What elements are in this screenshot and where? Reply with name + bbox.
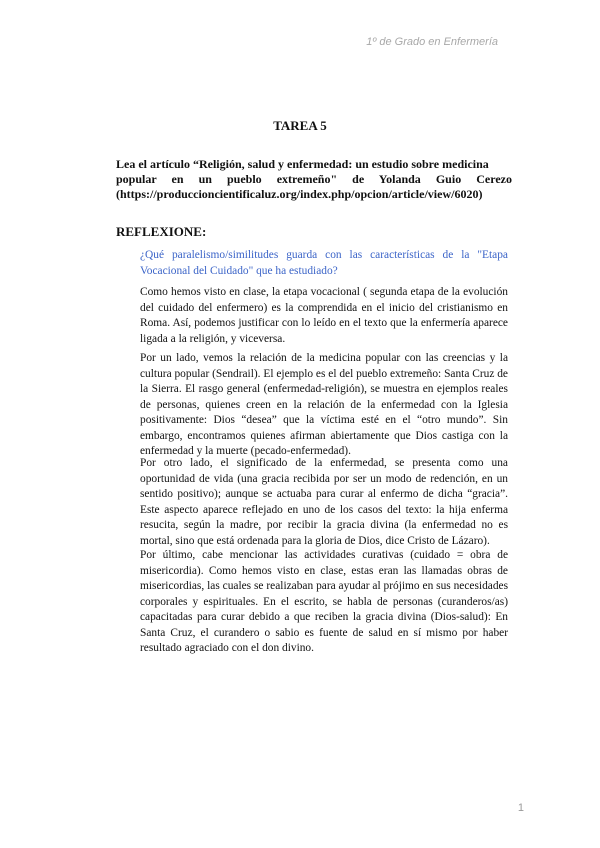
paragraph-4: Por último, cabe mencionar las actividades curativas (cuidado = obra de misericordia). Como hemos visto en clase, estas eran las llamadas obras de misericordias, las cuales se realizaban para ayudar al prójimo en sus necesidades corporales y espirituales. En el escrito, se habla de personas (curanderos/as) capacitadas para curar debido a que reciben la gracia divina (Dios-salud): En Santa Cruz, el curandero o sabio es fuente de salud en sí mismo por haber resultado agraciado con el don divino.	[140, 549, 508, 654]
page-header: 1º de Grado en Enfermería	[366, 36, 498, 48]
intro-instruction	[116, 157, 512, 202]
paragraph-2: Por un lado, vemos la relación de la medicina popular con las creencias y la cultura popular (Sendrail). El ejemplo es el del pueblo extremeño: Santa Cruz de la Sierra. El rasgo general (enfermedad-religión), se muestra en ejemplos reales de personas, quienes creen en la relación de la enfermedad con la Iglesia positivamente: Dios “desea” que la víctima esté en el “otro mundo”. Sin embargo, encontramos quienes afirman abiertamente que Dios castiga con la enfermedad y la muerte (pecado-enfermedad).	[140, 352, 508, 457]
paragraph-1: Como hemos visto en clase, la etapa vocacional ( segunda etapa de la evolución del cuidado del enfermero) es la comprendida en el inicio del cristianismo en Roma. Así, podemos justificar con lo leído en el texto que la enfermería aparece ligada a la religión, y viceversa.	[140, 286, 508, 345]
page-number: 1	[517, 802, 524, 814]
question-text: ¿Qué paralelismo/similitudes guarda con las características de la "Etapa Vocacional del Cuidado" que ha estudiado?	[140, 249, 508, 277]
intro-link: (https://produccioncientificaluz.org/index.php/opcion/article/view/6020)	[116, 187, 483, 201]
page-title: TAREA 5	[273, 118, 327, 133]
intro-line-2: popular en un pueblo extremeño" de Yolanda Guio Cerezo	[116, 172, 512, 186]
section-heading: REFLEXIONE:	[116, 224, 207, 239]
intro-line-1: Lea el artículo “Religión, salud y enfermedad: un estudio sobre medicina	[116, 157, 489, 171]
paragraph-3: Por otro lado, el significado de la enfermedad, se presenta como una oportunidad de vida (una gracia recibida por ser un modo de redención, en un sentido positivo); aunque se actuaba para curar al enfermo de dicha “gracia”. Este aspecto aparece reflejado en uno de los casos del texto: la hija enferma resucita, según la madre, por recibir la gracia divina (la enfermedad no es mortal, sino que está ordenada para la gloria de Dios, dice Cristo de Lázaro).	[140, 457, 508, 547]
